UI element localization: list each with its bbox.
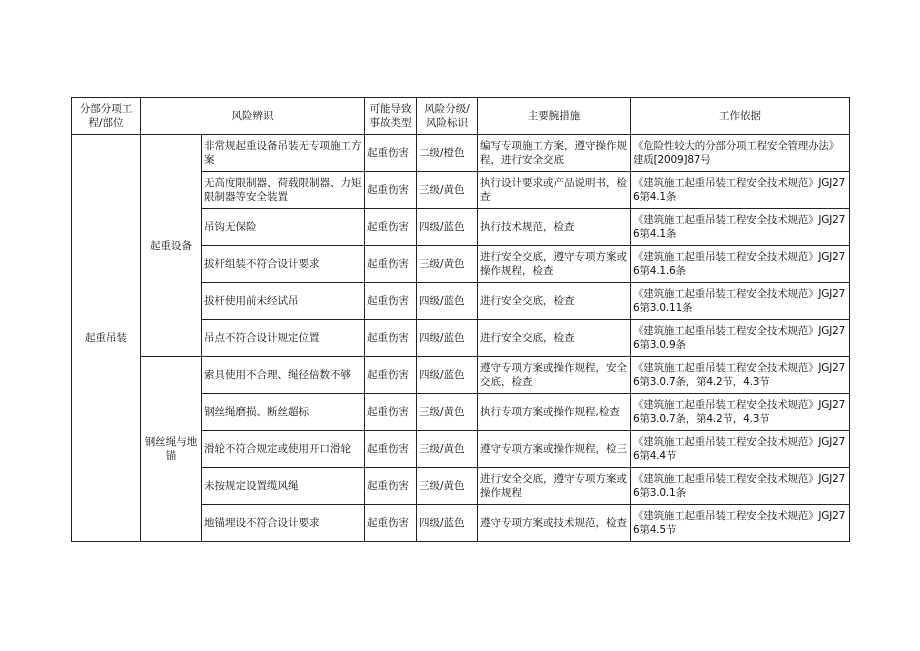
risk-cell: 吊钩无保险 <box>202 209 365 246</box>
measure-cell: 编写专项施工方案，遵守操作规程，进行安全交底 <box>478 135 631 172</box>
basis-cell: 《危险性较大的分部分项工程安全管理办法》建质[2009]87号 <box>631 135 850 172</box>
accident-cell: 起重伤害 <box>365 357 417 394</box>
risk-cell: 吊点不符合设计规定位置 <box>202 320 365 357</box>
header-basis: 工作依据 <box>631 98 850 135</box>
basis-cell: 《建筑施工起重吊装工程安全技术规范》JGJ276第3.0.7条，第4.2节，4.3节 <box>631 357 850 394</box>
basis-cell: 《建筑施工起重吊装工程安全技术规范》JGJ276第4.1条 <box>631 209 850 246</box>
header-division: 分部分项工程/部位 <box>72 98 141 135</box>
level-cell: 四级/蓝色 <box>417 283 478 320</box>
risk-cell: 拔杆组装不符合设计要求 <box>202 246 365 283</box>
level-cell: 三级/黄色 <box>417 394 478 431</box>
level-cell: 二级/橙色 <box>417 135 478 172</box>
level-cell: 三级/黄色 <box>417 431 478 468</box>
accident-cell: 起重伤害 <box>365 172 417 209</box>
basis-cell: 《建筑施工起重吊装工程安全技术规范》JGJ276第3.0.1条 <box>631 468 850 505</box>
measure-cell: 进行安全交底，遵守专项方案或操作规程 <box>478 468 631 505</box>
risk-cell: 索具使用不合理、绳径倍数不够 <box>202 357 365 394</box>
accident-cell: 起重伤害 <box>365 431 417 468</box>
basis-cell: 《建筑施工起重吊装工程安全技术规范》JGJ276第4.1条 <box>631 172 850 209</box>
risk-cell: 滑轮不符合规定或使用开口滑轮 <box>202 431 365 468</box>
table-row <box>72 357 850 394</box>
accident-cell: 起重伤害 <box>365 209 417 246</box>
accident-cell: 起重伤害 <box>365 135 417 172</box>
level-cell: 三级/黄色 <box>417 468 478 505</box>
basis-cell: 《建筑施工起重吊装工程安全技术规范》JGJ276第4.4节 <box>631 431 850 468</box>
accident-cell: 起重伤害 <box>365 505 417 542</box>
measure-cell: 遵守专项方案或操作规程，检三 <box>478 431 631 468</box>
level-cell: 四级/蓝色 <box>417 320 478 357</box>
accident-cell: 起重伤害 <box>365 283 417 320</box>
risk-table <box>71 97 850 542</box>
measure-cell: 遵守专项方案或技术规范，检查 <box>478 505 631 542</box>
group-cell: 钢丝绳与地锚 <box>141 357 202 542</box>
accident-cell: 起重伤害 <box>365 246 417 283</box>
header-measures: 主要腕措施 <box>478 98 631 135</box>
header-accident-type: 可能导致事故类型 <box>365 98 417 135</box>
basis-cell: 《建筑施工起重吊装工程安全技术规范》JGJ276第3.0.9条 <box>631 320 850 357</box>
risk-cell: 未按规定设置缆风绳 <box>202 468 365 505</box>
level-cell: 三级/黄色 <box>417 246 478 283</box>
basis-cell: 《建筑施工起重吊装工程安全技术规范》JGJ276第3.0.7条，第4.2节，4.3节 <box>631 394 850 431</box>
header-risk-identification: 风险辨识 <box>141 98 365 135</box>
level-cell: 四级/蓝色 <box>417 505 478 542</box>
measure-cell: 执行设计要求或产品说明书，检查 <box>478 172 631 209</box>
header-row <box>72 98 850 135</box>
measure-cell: 遵守专项方案或操作规程，安全交底，检查 <box>478 357 631 394</box>
risk-cell: 钢丝绳磨损、断丝超标 <box>202 394 365 431</box>
risk-cell: 地锚埋设不符合设计要求 <box>202 505 365 542</box>
risk-cell: 拔杆使用前未经试吊 <box>202 283 365 320</box>
risk-cell: 无高度限制器、荷载限制器、力矩限制器等安全装置 <box>202 172 365 209</box>
level-cell: 四级/蓝色 <box>417 209 478 246</box>
accident-cell: 起重伤害 <box>365 394 417 431</box>
level-cell: 四级/蓝色 <box>417 357 478 394</box>
group-cell: 起重设备 <box>141 135 202 357</box>
measure-cell: 执行专项方案或操作规程,检查 <box>478 394 631 431</box>
basis-cell: 《建筑施工起重吊装工程安全技术规范》JGJ276第4.5节 <box>631 505 850 542</box>
level-cell: 三级/黄色 <box>417 172 478 209</box>
measure-cell: 进行安全交底，遵守专项方案或操作规程，检查 <box>478 246 631 283</box>
measure-cell: 执行技术规范，检查 <box>478 209 631 246</box>
table-row <box>72 135 850 172</box>
measure-cell: 进行安全交底，检查 <box>478 320 631 357</box>
risk-cell: 非常规起重设备吊装无专项施工方案 <box>202 135 365 172</box>
measure-cell: 进行安全交底，检查 <box>478 283 631 320</box>
basis-cell: 《建筑施工起重吊装工程安全技术规范》JGJ276第4.1.6条 <box>631 246 850 283</box>
division-cell: 起重吊装 <box>72 135 141 542</box>
header-risk-level: 风险分级/风险标识 <box>417 98 478 135</box>
accident-cell: 起重伤害 <box>365 320 417 357</box>
basis-cell: 《建筑施工起重吊装工程安全技术规范》JGJ276第3.0.11条 <box>631 283 850 320</box>
accident-cell: 起重伤害 <box>365 468 417 505</box>
